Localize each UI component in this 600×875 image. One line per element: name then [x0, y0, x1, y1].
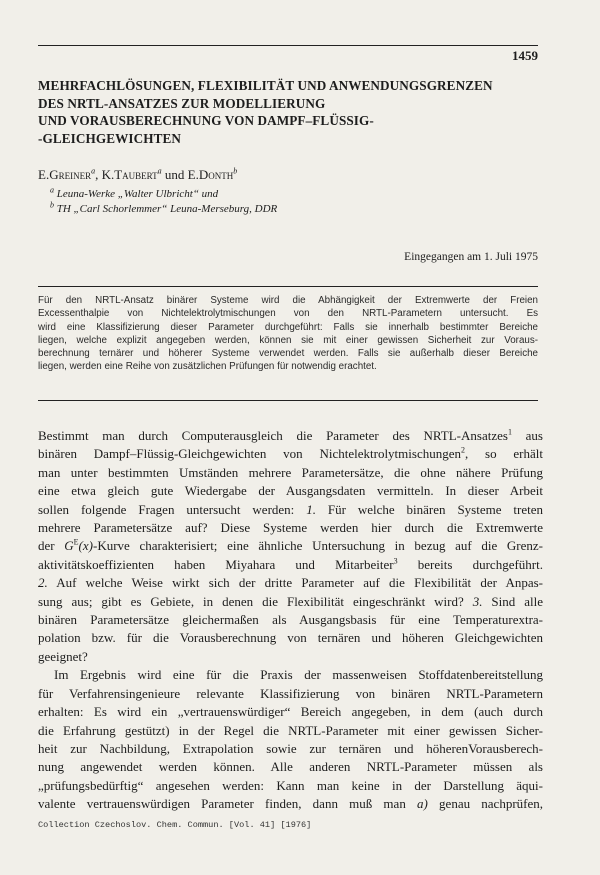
text-span: Für welche binären Systeme treten	[315, 501, 543, 517]
abstract-rule-top	[38, 286, 538, 287]
body-p1-line-12: polation bzw. für die Vorausberechnung von ternären und höheren Gleichgewichten	[38, 630, 543, 646]
author-greiner-mark: a	[91, 166, 96, 176]
journal-footer: Collection Czechoslov. Chem. Commun. [Vol. 41] [1976]	[38, 820, 312, 830]
author-donth-mark: b	[233, 166, 238, 176]
reference-mark: 1	[507, 427, 512, 437]
body-p1-line-3: man unter bestimmten Umständen mehrere Parametersätze, die ohne nähere Prüfung	[38, 464, 543, 480]
author-separator-1: ,	[95, 167, 102, 182]
received-date: Eingegangen am 1. Juli 1975	[404, 251, 538, 263]
body-p1-line-2	[38, 445, 543, 463]
body-p2-line-1: Im Ergebnis wird eine für die Praxis der massenweisen Stoffdatenbereitstellung	[54, 667, 543, 683]
body-p1-line-1	[38, 427, 543, 445]
affiliation-a	[50, 185, 219, 200]
page-number: 1459	[512, 48, 538, 63]
abstract-rule-bottom	[38, 400, 538, 401]
body-p2-line-6: nung angewendet werden können. Alle anderen NRTL-Parameter müssen als	[38, 759, 543, 775]
abstract-line-6: liegen, werden eine Reihe von zusätzlichen Prüfungen für notwendig erachtet.	[38, 361, 377, 373]
body-p1-line-10	[38, 593, 543, 611]
abstract-line-2: Excessenthalpie von Nichtelektrolytmischungen von den NRTL-Parametern untersucht. Es	[38, 308, 538, 320]
abstract-line-1: Für den NRTL-Ansatz binärer Systeme wird die Abhängigkeit der Extremwerte der Freien	[38, 295, 538, 306]
body-p1-line-8	[38, 556, 543, 574]
body-p1-line-6: mehrere Parametersätze auf? Diese Systeme werden hier durch die Extremwerte	[38, 520, 543, 536]
list-marker: a)	[417, 796, 428, 812]
affiliation-b-text: TH „Carl Schorlemmer“ Leuna-Merseburg, DDR	[54, 203, 278, 215]
author-donth: E.Donth	[187, 167, 234, 182]
text-span: sollen folgende Fragen untersucht werden:	[38, 501, 307, 517]
text-span: , so erhält	[465, 446, 544, 462]
body-p1-line-11: binären Parametersätze gleichermaßen als Ausgangsbasis für eine Temperaturextra-	[38, 612, 543, 628]
text-span: sung aus; gibt es Gebiete, in denen die Flexibilität eingeschränkt wird?	[38, 593, 473, 609]
affiliation-b	[50, 200, 278, 215]
body-p1-line-13: geeignet?	[38, 648, 88, 664]
text-span: valente vertrauenswürdigen Parameter finden, dann muß man	[38, 796, 418, 812]
question-number: 3.	[472, 593, 483, 609]
affiliation-a-mark: a	[50, 185, 54, 195]
body-p1-line-5	[38, 501, 543, 519]
text-span: aus	[511, 428, 543, 443]
question-number: 2.	[38, 575, 48, 591]
affiliation-b-mark: b	[50, 200, 54, 210]
author-greiner: E.Greiner	[38, 167, 92, 182]
title-line-4: -GLEICHGEWICHTEN	[38, 130, 182, 146]
reference-mark: 3	[393, 556, 398, 566]
question-number: 1.	[306, 501, 316, 517]
body-p2-line-4: die Erfahrung gestützt) in der Regel die NRTL-Parameter mit einer gewissen Sicher-	[38, 722, 543, 738]
body-p2-line-2: für Verfahrensingenieure relevante Klassifizierung von binären NRTL-Parametern	[38, 685, 543, 701]
text-span: -Kurve charakterisiert; eine ähnliche Untersuchung in bezug auf die Grenz-	[92, 538, 543, 554]
text-span: binären Dampf–Flüssig-Gleichgewichten von Nichtelektrolytmischungen	[38, 446, 461, 462]
text-span: der	[38, 538, 65, 554]
text-span: Auf welche Weise wirkt sich der dritte Parameter auf die Flexibilität der Anpas-	[47, 575, 543, 591]
body-p2-line-3: erhalten: Es wird ein „vertrauenswürdiger“ Bereich angegeben, in dem (auch durch	[38, 704, 543, 720]
title-line-3: UND VORAUSBERECHNUNG VON DAMPF–FLÜSSIG-	[38, 113, 374, 128]
text-span: bereits durchgeführt.	[397, 556, 543, 572]
affiliation-a-text: Leuna-Werke „Walter Ulbricht“ und	[54, 188, 219, 200]
title-line-1: MEHRFACHLÖSUNGEN, FLEXIBILITÄT UND ANWENDUNGSGRENZEN	[38, 78, 493, 93]
text-span: Bestimmt man durch Computerausgleich die Parameter des NRTL-Ansatzes	[38, 428, 508, 443]
author-list	[38, 167, 237, 183]
author-taubert-mark: a	[157, 166, 162, 176]
author-separator-2: und	[161, 167, 188, 182]
author-taubert: K.Taubert	[101, 167, 158, 182]
reference-mark: 2	[461, 446, 465, 456]
abstract-line-4: liegen, welche explizit angegeben werden, können sie mit einer gewissen Sicherheit zur Voraus-	[38, 334, 538, 346]
math-symbol: (x)	[78, 538, 93, 554]
text-span: aktivitätskoeffizienten haben Miyahara und Mitarbeiter	[38, 556, 394, 572]
abstract-line-5: berechnung ternärer und höherer Systeme verwendet werden. Falls sie außerhalb dieser Bereiche	[38, 348, 538, 360]
header-rule	[38, 45, 538, 46]
article-title	[38, 77, 548, 147]
body-p1-line-9	[38, 574, 543, 592]
title-line-2: DES NRTL-ANSATZES ZUR MODELLIERUNG	[38, 95, 326, 111]
body-p2-line-7: „prüfungsbedürftig“ angesehen werden: Kann man keine in der Darstellung äqui-	[38, 777, 543, 793]
body-p2-line-8	[38, 795, 543, 813]
body-text	[38, 427, 543, 814]
text-span: Sind alle	[482, 593, 544, 609]
math-superscript: E	[73, 538, 79, 548]
text-span: genau nachprüfen,	[427, 796, 543, 812]
abstract	[38, 294, 538, 374]
body-p1-line-4: eine etwa gleich gute Wiedergabe der Ausgangsdaten vermitteln. In dieser Arbeit	[38, 483, 543, 499]
body-p1-line-7	[38, 537, 543, 555]
body-p2-line-5: heit zur Nachbildung, Extrapolation sowie zur ternären und höherenVorausberech-	[38, 740, 543, 756]
math-symbol: G	[64, 538, 74, 554]
abstract-line-3: wird eine Klassifizierung dieser Parameter durchgeführt: Falls sie innerhalb bestimmter Bereiche	[38, 321, 538, 333]
